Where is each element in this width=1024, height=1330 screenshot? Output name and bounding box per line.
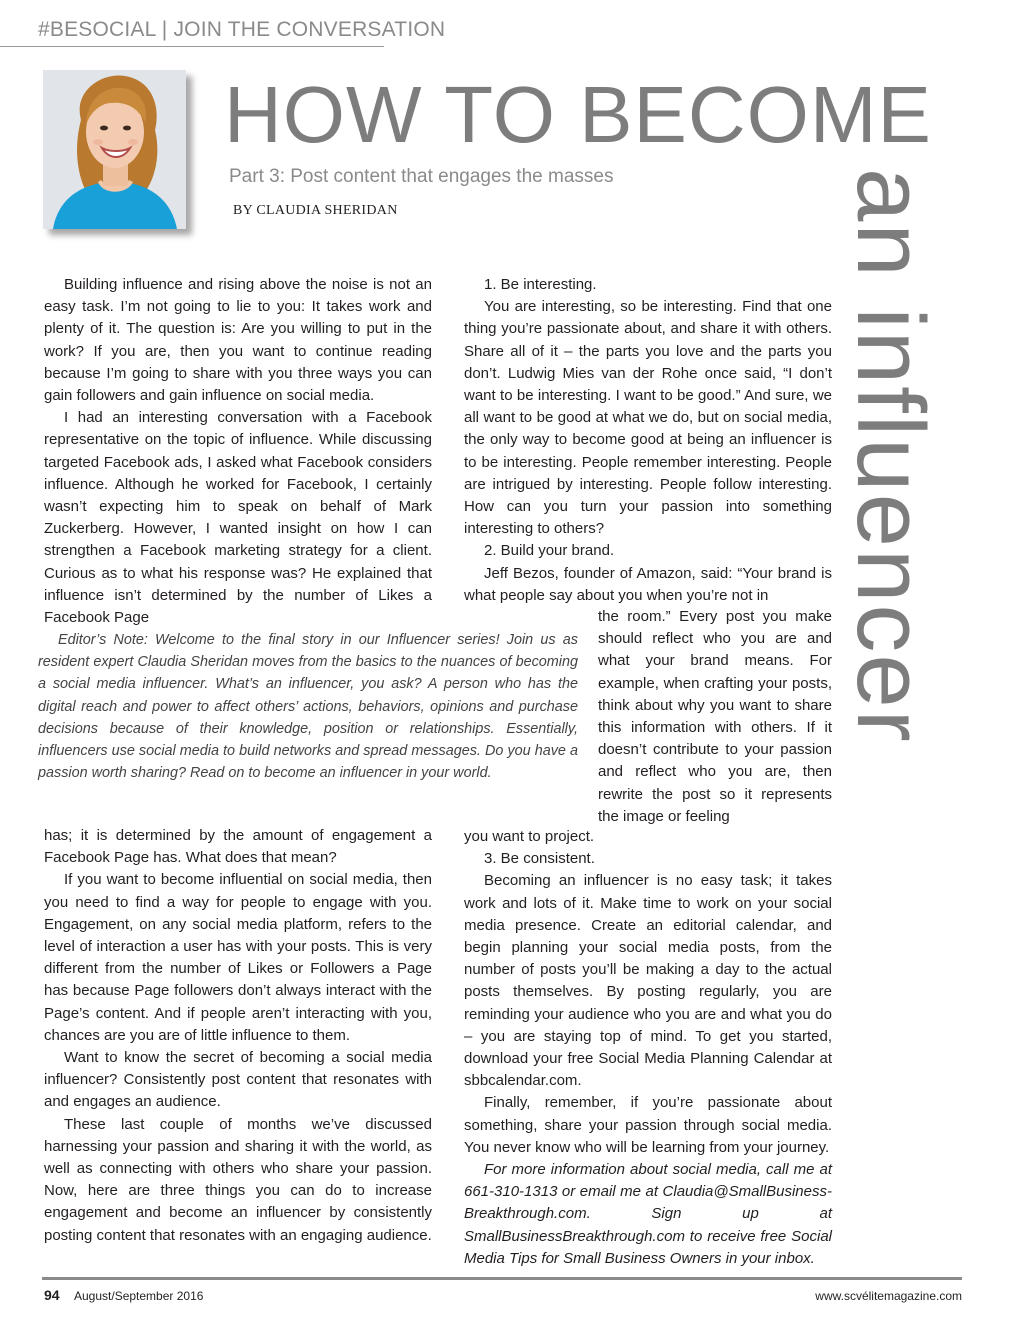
paragraph: Want to know the secret of becoming a social media influencer? Consistently post content that resonates with and engages an audience. bbox=[44, 1049, 432, 1111]
author-photo bbox=[43, 70, 186, 229]
left-column-top bbox=[44, 274, 432, 629]
subheading-build-brand: 2. Build your brand. bbox=[484, 542, 615, 560]
paragraph: has; it is determined by the amount of engagement a Facebook Page has. What does that mean? bbox=[44, 827, 432, 867]
subheading-be-interesting: 1. Be interesting. bbox=[484, 276, 597, 293]
paragraph: If you want to become influential on social media, then you need to find a way for people to engage with you. Engagement, on any social media platform, refers to the level of interaction a user has with your posts. This is very different from the number of Likes or Followers a Page has because Page followers don’t always interact with the Page’s content. And if people aren’t interacting with you, chances are you are of little influence to them. bbox=[44, 871, 432, 1044]
issue-date: August/September 2016 bbox=[74, 1289, 204, 1303]
paragraph: Becoming an influencer is no easy task; it takes work and lots of it. Make time to work on your social media presence. Create an editorial calendar, and begin planning your social media posts, from the number of posts you’ll be making a day to the actual posts themselves. By posting regularly, you are reminding your audience who you are and what you do – you are staying top of mind. To get you started, download your free Social Media Planning Calendar at sbbcalendar.com. bbox=[464, 872, 832, 1090]
right-column-bottom bbox=[464, 826, 832, 1270]
left-column-bottom bbox=[44, 825, 432, 1247]
author-portrait-illustration bbox=[43, 70, 186, 229]
paragraph: the room.” Every post you make should reflect who you are and what your brand means. For example, when crafting your posts, think about why you want to share this information with others. If it doesn’t contribute to your passion and reflect who you are, then rewrite the post so it represents the image or feeling bbox=[598, 608, 832, 825]
byline: BY CLAUDIA SHERIDAN bbox=[233, 203, 398, 218]
website-url: www.scvélitemagazine.com bbox=[815, 1289, 962, 1303]
subheading-be-consistent: 3. Be consistent. bbox=[484, 850, 595, 868]
closing-note: For more information about social media, call me at 661-310-1313 or email me at Claudia@SmallBusiness-Breakthrough.com. Sign up at SmallBusinessBreakthrough.com to receive free Social Media Tips for Small Business Owners in your inbox. bbox=[464, 1161, 832, 1267]
vertical-headline: an influencer bbox=[837, 168, 944, 744]
right-column-narrow bbox=[598, 606, 832, 828]
paragraph: Jeff Bezos, founder of Amazon, said: “Your brand is what people say about you when you’re not in bbox=[464, 564, 832, 604]
paragraph: Finally, remember, if you’re passionate about something, share your passion through social media. You never know who will be learning from your journey. bbox=[464, 1094, 832, 1156]
editors-note bbox=[38, 629, 578, 784]
footer-rule bbox=[42, 1277, 962, 1280]
section-tag: #BESOCIAL | JOIN THE CONVERSATION bbox=[38, 18, 446, 41]
paragraph: Building influence and rising above the noise is not an easy task. I’m not going to lie to you: It takes work and plenty of it. The question is: Are you willing to put in the work? If you are, then you want to continue reading because I’m going to share with you three ways you can gain followers and gain influence on social media. bbox=[44, 276, 432, 405]
right-column-top bbox=[464, 274, 832, 607]
editors-note-text: Editor’s Note: Welcome to the final story in our Influencer series! Join us as resident expert Claudia Sheridan moves from the basics to the nuances of becoming a social media influencer. What’s an influencer, you ask? A person who has the digital reach and power to affect others’ actions, behaviors, opinions and purchase decisions because of their knowledge, position or relationships. Essentially, influencers use social media to build networks and spread messages. Do you have a passion worth sharing? Read on to become an influencer in your world. bbox=[38, 632, 578, 782]
paragraph: I had an interesting conversation with a Facebook representative on the topic of influence. While discussing targeted Facebook ads, I asked what Facebook considers influence. Although he worked for Facebook, I certainly wasn’t expecting him to speak on behalf of Mark Zuckerberg. However, I wanted insight on how I can strengthen a Facebook marketing strategy for a client. Curious as to what his response was? He explained that influence isn’t determined by the number of Likes a Facebook Page bbox=[44, 409, 432, 627]
page-number: 94 bbox=[44, 1287, 60, 1303]
header-rule bbox=[0, 46, 384, 47]
paragraph: you want to project. bbox=[464, 828, 595, 845]
paragraph: You are interesting, so be interesting. Find that one thing you’re passionate about, and share it with others. Share all of it – the parts you love and the parts you don’t. Ludwig Mies van der Rohe once said, “I don’t want to be interesting. I want to be good.” And sure, we all want to be good at what we do, but on social media, the only way to become good at being an influencer is to be interesting. People remember interesting. People are intrigued by interesting. People follow interesting. How can you turn your passion into something interesting to others? bbox=[464, 298, 832, 538]
paragraph: These last couple of months we’ve discussed harnessing your passion and sharing it with the world, as well as connecting with others who share your passion. Now, here are three things you can do to increase engagement and become an influencer by consistently posting content that resonates with an engaging audience. bbox=[44, 1115, 432, 1244]
subheadline: Part 3: Post content that engages the masses bbox=[229, 166, 614, 187]
headline: HOW TO BECOME bbox=[224, 70, 932, 159]
